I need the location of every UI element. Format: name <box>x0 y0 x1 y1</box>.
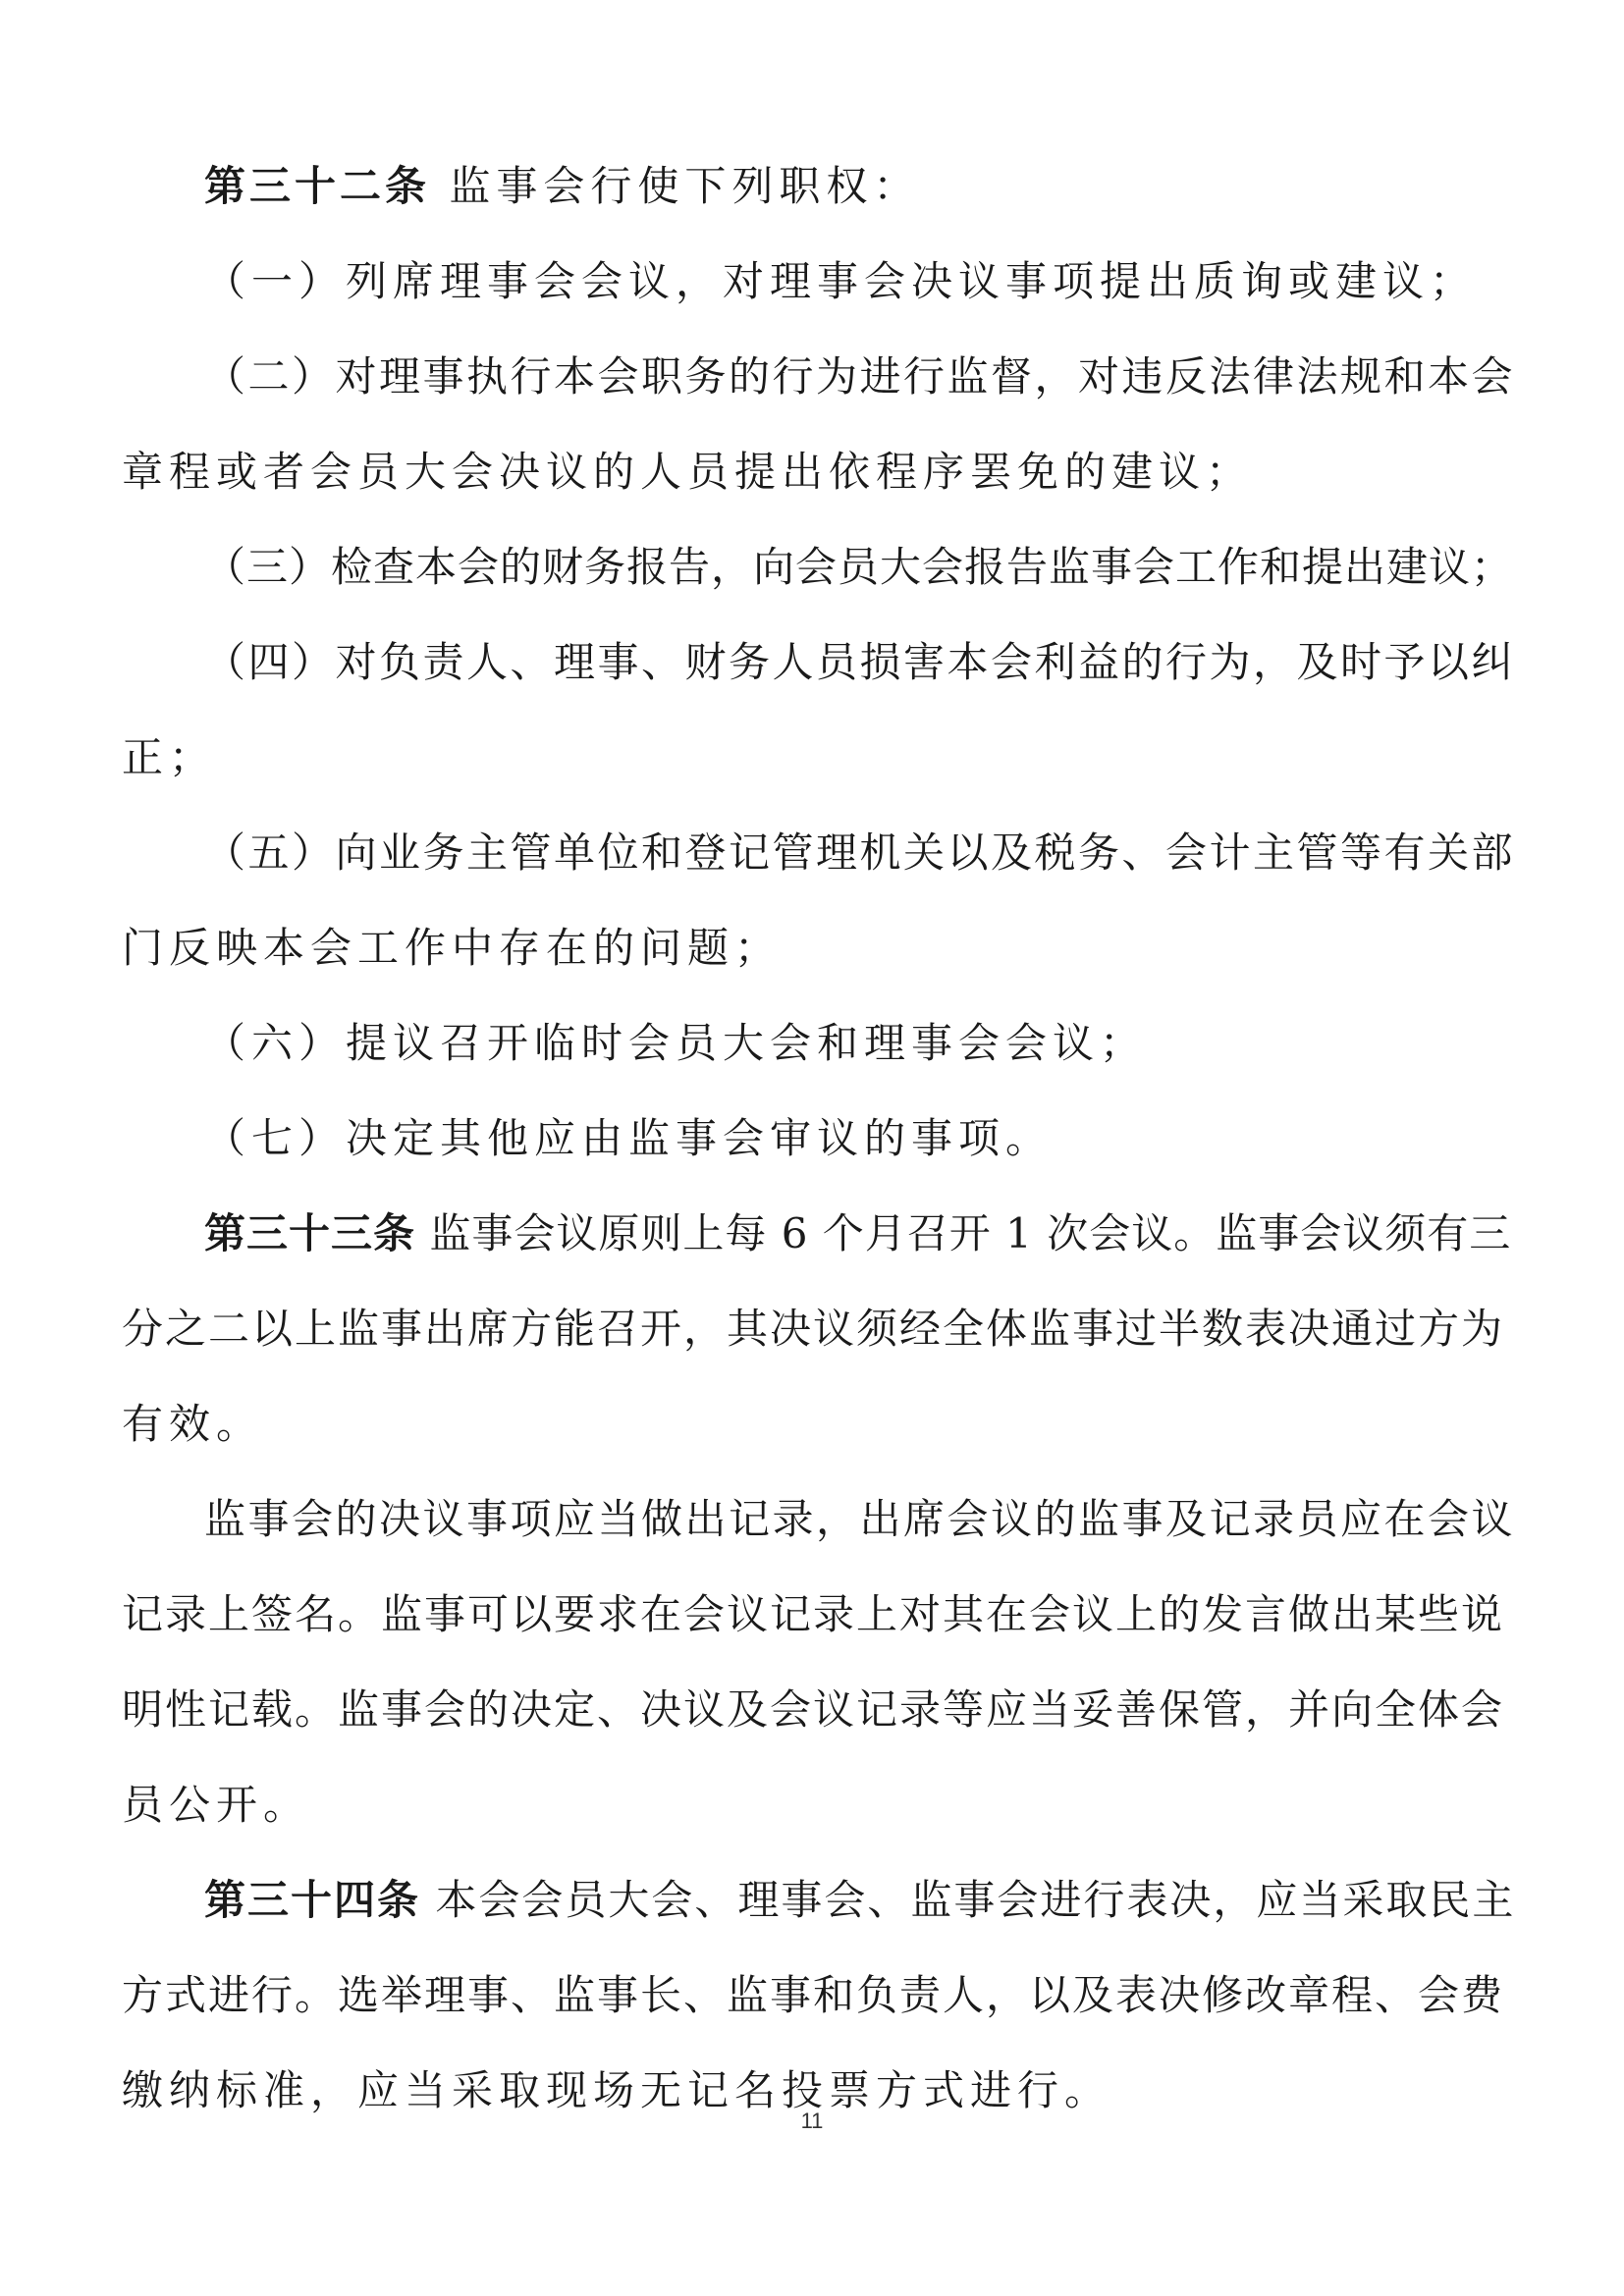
article-33-line-2: 分之二以上监事出席方能召开，其决议须经全体监事过半数表决通过方为 <box>122 1305 1505 1353</box>
article-32-item-2-line-2: 章程或者会员大会决议的人员提出依程序罢免的建议； <box>122 448 1254 496</box>
article-33-para-2-line-4: 员公开。 <box>122 1781 311 1829</box>
article-34-line-3: 缴纳标准，应当采取现场无记名投票方式进行。 <box>122 2066 1112 2114</box>
article-32-item-7: （七）决定其他应由监事会审议的事项。 <box>204 1114 1054 1162</box>
article-33-para-2-line-3: 明性记载。监事会的决定、决议及会议记录等应当妥善保管，并向全体会 <box>122 1685 1505 1734</box>
article-32-item-3: （三）检查本会的财务报告，向会员大会报告监事会工作和提出建议； <box>204 543 1514 591</box>
article-32-heading: 第三十二条 <box>204 162 431 210</box>
page-number: 11 <box>800 2109 824 2133</box>
article-33-heading: 第三十三条 <box>204 1209 416 1257</box>
article-32-item-4-line-1: （四）对负责人、理事、财务人员损害本会利益的行为，及时予以纠 <box>204 638 1516 686</box>
article-32-item-5-line-1: （五）向业务主管单位和登记管理机关以及税务、会计主管等有关部 <box>204 828 1516 877</box>
article-32-item-1: （一）列席理事会会议，对理事会决议事项提出质询或建议； <box>204 257 1478 305</box>
article-34-text-1: 本会会员大会、理事会、监事会进行表决，应当采取民主 <box>420 1876 1516 1924</box>
article-32-item-2-line-1: （二）对理事执行本会职务的行为进行监督，对违反法律法规和本会 <box>204 352 1516 400</box>
article-32-line-1 <box>204 159 920 214</box>
article-34-line-2: 方式进行。选举理事、监事长、监事和负责人，以及表决修改章程、会费 <box>122 1971 1505 2019</box>
article-32-item-5-line-2: 门反映本会工作中存在的问题； <box>122 924 783 972</box>
article-32-intro: 监事会行使下列职权： <box>430 162 921 210</box>
article-33-para-2-line-1: 监事会的决议事项应当做出记录，出席会议的监事及记录员应在会议 <box>204 1495 1516 1543</box>
article-32-item-4-line-2: 正； <box>122 733 217 781</box>
article-33-line-1 <box>204 1206 1511 1261</box>
article-34-heading: 第三十四条 <box>204 1876 421 1924</box>
article-32-item-6: （六）提议召开临时会员大会和理事会会议； <box>204 1019 1148 1067</box>
article-33-para-2-line-2: 记录上签名。监事可以要求在会议记录上对其在会议上的发言做出某些说 <box>122 1590 1505 1638</box>
article-33-line-3: 有效。 <box>122 1400 264 1448</box>
article-33-text-1: 监事会议原则上每 6 个月召开 1 次会议。监事会议须有三 <box>415 1209 1512 1257</box>
article-34-line-1 <box>204 1873 1515 1928</box>
